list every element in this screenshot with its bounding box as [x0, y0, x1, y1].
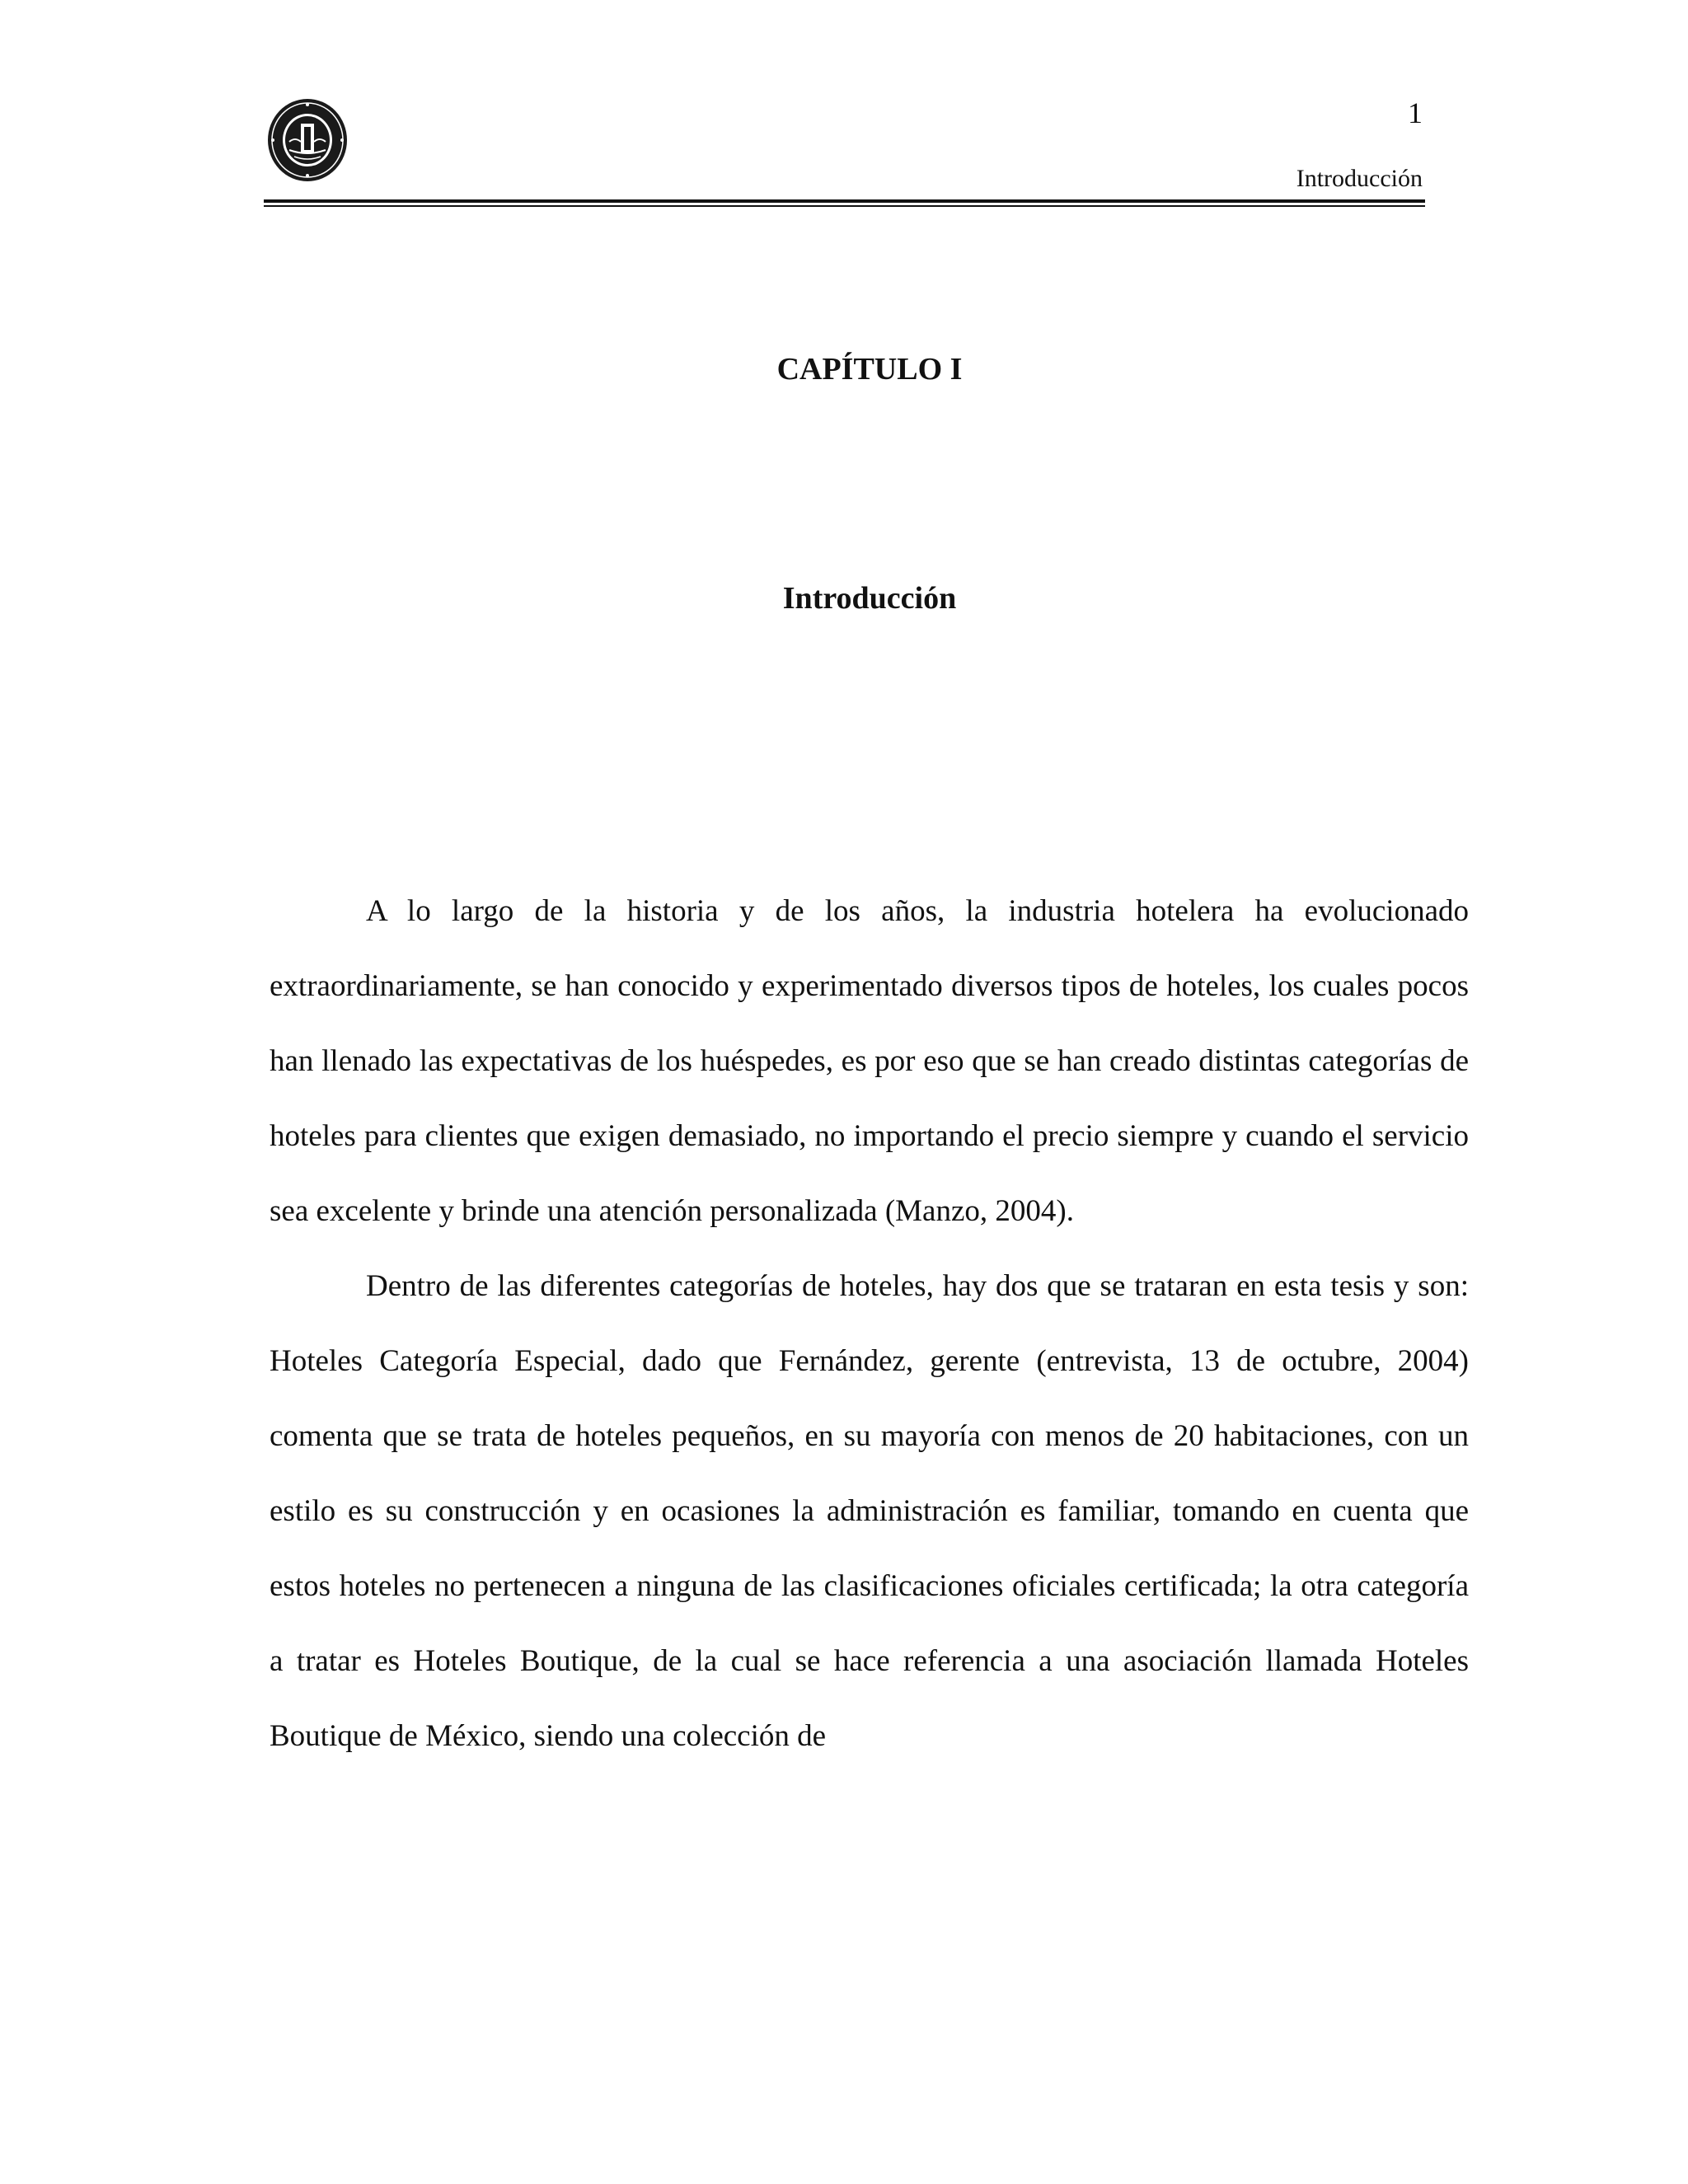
- chapter-title: Introducción: [782, 581, 957, 616]
- header-rule-thick: [264, 199, 1425, 203]
- body-text: [270, 874, 1469, 1774]
- chapter-label: CAPÍTULO I: [776, 352, 963, 387]
- page-number: 1: [1408, 96, 1423, 129]
- university-seal-icon: [266, 97, 349, 183]
- paragraph: A lo largo de la historia y de los años, la industria hotelera ha evolucionado extraordinariamente, se han conocido y experimentado diversos tipos de hoteles, los cuales pocos han llenado las expectativas de los huéspedes, es por eso que se han creado distintas categorías de hoteles para clientes que exigen demasiado, no importando el precio siempre y cuando el servicio sea excelente y brinde una atención personalizada (Manzo, 2004).: [270, 894, 1469, 1228]
- header-rule-thin: [264, 205, 1425, 207]
- running-header: Introducción: [1296, 165, 1423, 192]
- paragraph: Dentro de las diferentes categorías de hoteles, hay dos que se trataran en esta tesis y son: Hoteles Categoría Especial, dado que Fernández, gerente (entrevista, 13 de octubre, 2004) comenta que se trata de hoteles pequeños, en su mayoría con menos de 20 habitaciones, con un estilo es su construcción y en ocasiones la administración es familiar, tomando en cuenta que estos hoteles no pertenecen a ninguna de las clasificaciones oficiales certificada; la otra categoría a tratar es Hoteles Boutique, de la cual se hace referencia a una asociación llamada Hoteles Boutique de México, siendo una colección de: [270, 1269, 1469, 1753]
